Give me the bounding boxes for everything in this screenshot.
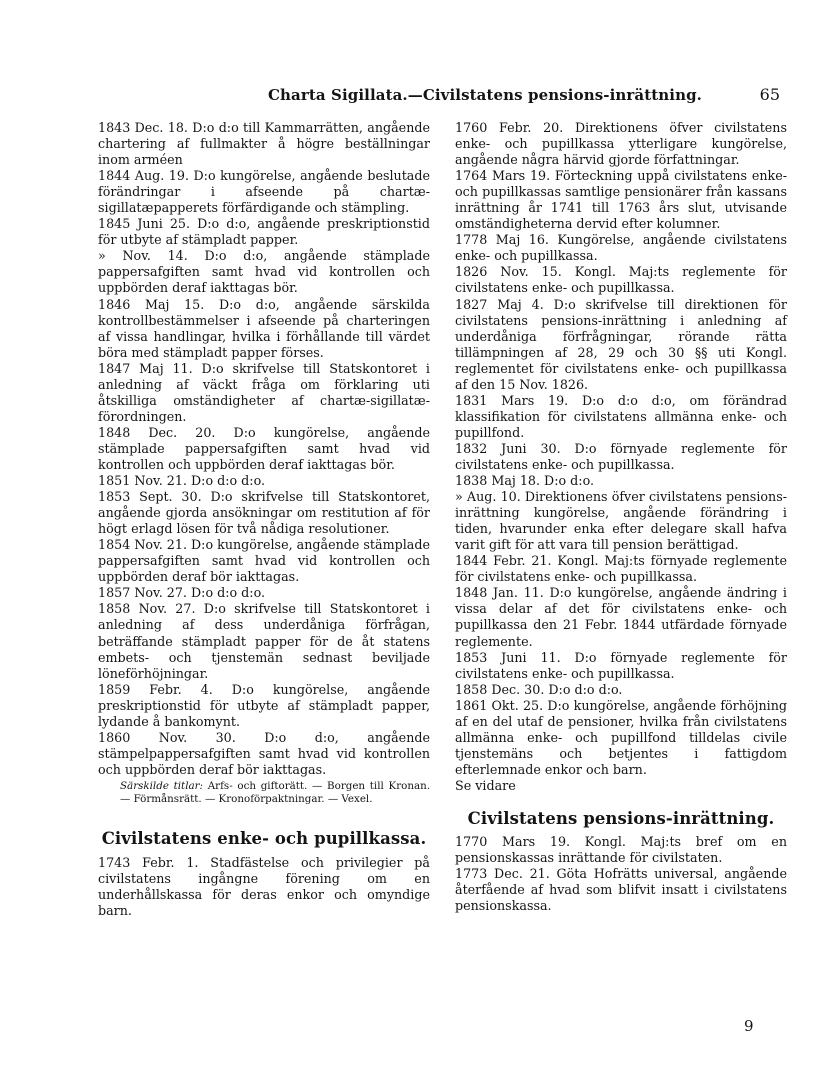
- running-header: [120, 86, 780, 112]
- note-label: Särskilde titlar:: [120, 779, 204, 792]
- entry: » Nov. 14. D:o d:o, angående stämplade pappersafgiften samt hvad vid kontrollen och uppbörden deraf iakttagas bör.: [98, 248, 430, 296]
- entry: 1844 Aug. 19. D:o kungörelse, angående beslutade förändringar i afseende på chartæ-sigillatæpapperets förfärdigande och stämpling.: [98, 168, 430, 216]
- entry: 1858 Nov. 27. D:o skrifvelse till Statskontoret i anledning af dess underdåniga förfrågan, beträffande stämpladt papper för de åt statens embets- och tjenstemän sednast beviljade löneförhöjningar.: [98, 601, 430, 681]
- note-text: Arfs- och giftorätt. — Borgen till Kronan. — Förmånsrätt. — Kronoförpaktningar. — Vexel.: [120, 779, 430, 806]
- section-heading: Civilstatens enke- och pupillkassa.: [101, 828, 427, 848]
- entry: 1832 Juni 30. D:o förnyade reglemente för civilstatens enke- och pupillkassa.: [455, 440, 787, 472]
- entry: 1851 Nov. 21. D:o d:o d:o.: [98, 473, 266, 489]
- entry: 1848 Jan. 11. D:o kungörelse, angående ändring i vissa delar af det för civilstatens enke- och pupillkassa den 21 Febr. 1844 utfärdade förnyade reglemente.: [455, 585, 787, 649]
- entry: 1778 Maj 16. Kungörelse, angående civilstatens enke- och pupillkassa.: [455, 232, 787, 264]
- see-also-note: [98, 780, 430, 807]
- entry: 1861 Okt. 25. D:o kungörelse, angående förhöjning af en del utaf de pensioner, hvilka från civilstatens allmänna enke- och pupillfond tilldelas civile tjenstemäns och betjentes i fattigdom efterlemnade enkor och barn.: [455, 697, 787, 777]
- see-also-text: Se vidare: [455, 777, 516, 793]
- entry: 1760 Febr. 20. Direktionens öfver civilstatens enke- och pupillkassa ytterligare kungörelse, angående några härvid gjorde författningar.: [455, 120, 787, 168]
- entry: 1843 Dec. 18. D:o d:o till Kammarrätten, angående chartering af fullmakter å högre beställningar inom arméen: [98, 120, 430, 168]
- entry: 1844 Febr. 21. Kongl. Maj:ts förnyade reglemente för civilstatens enke- och pupillkassa.: [455, 553, 787, 585]
- entry: 1853 Sept. 30. D:o skrifvelse till Statskontoret, angående gjorda ansökningar om restitution af för högt erlagd lösen för två nådiga resolutioner.: [98, 489, 430, 537]
- entry: 1857 Nov. 27. D:o d:o d:o.: [98, 585, 266, 601]
- entry: 1826 Nov. 15. Kongl. Maj:ts reglemente för civilstatens enke- och pupillkassa.: [455, 264, 787, 296]
- entry: 1848 Dec. 20. D:o kungörelse, angående stämplade pappersafgiften samt hvad vid kontrollen och uppbörden deraf iakttagas bör.: [98, 424, 430, 472]
- page-number: 65: [759, 85, 780, 104]
- running-title: Charta Sigillata.—Civilstatens pensions-inrättning.: [268, 86, 702, 104]
- entry: » Aug. 10. Direktionens öfver civilstatens pensions-inrättning kungörelse, angående förändring i tiden, hvarunder enka efter delegare skall hafva varit gift för att vara till pension berättigad.: [455, 489, 787, 553]
- right-column: [455, 120, 787, 914]
- entry: 1773 Dec. 21. Göta Hofrätts universal, angående återfående af hvad som blifvit insatt i civilstatens pensionskassa.: [455, 866, 787, 914]
- entry: 1838 Maj 18. D:o d:o.: [455, 473, 595, 489]
- entry: 1847 Maj 11. D:o skrifvelse till Statskontoret i anledning af väckt fråga om förklaring uti åtskilliga omständigheter af chartæ-sigillatæ-förordningen.: [98, 360, 430, 424]
- entry: 1853 Juni 11. D:o förnyade reglemente för civilstatens enke- och pupillkassa.: [455, 649, 787, 681]
- entry: 1858 Dec. 30. D:o d:o d:o.: [455, 681, 623, 697]
- section-heading: Civilstatens pensions-inrättning.: [467, 808, 775, 828]
- entry: 1854 Nov. 21. D:o kungörelse, angående stämplade pappersafgiften samt hvad vid kontrollen och uppbörden deraf bör iakttagas.: [98, 537, 430, 585]
- entry: 1831 Mars 19. D:o d:o d:o, om förändrad klassifikation för civilstatens allmänna enke- och pupillfond.: [455, 392, 787, 440]
- entry: 1770 Mars 19. Kongl. Maj:ts bref om en pensionskassas inrättande för civilstaten.: [455, 834, 787, 866]
- entry: 1845 Juni 25. D:o d:o, angående preskriptionstid för utbyte af stämpladt papper.: [98, 216, 430, 248]
- signature-mark: 9: [744, 1017, 754, 1035]
- entry: 1846 Maj 15. D:o d:o, angående särskilda kontrollbestämmelser i afseende på charteringen af vissa handlingar, hvilka i förhållande till värdet böra med stämpladt papper förses.: [98, 296, 430, 360]
- entry: 1743 Febr. 1. Stadfästelse och privilegier på civilstatens ingångne förening om en underhållskassa för deras enkor och omyndige barn.: [98, 854, 430, 919]
- entry: 1860 Nov. 30. D:o d:o, angående stämpelpappersafgiften samt hvad vid kontrollen och uppbörden deraf bör iakttagas.: [98, 729, 430, 777]
- left-column: [98, 120, 430, 919]
- entry: 1827 Maj 4. D:o skrifvelse till direktionen för civilstatens pensions-inrättning i anledning af underdåniga förfrågningar, rörande rätta tillämpningen af 28, 29 och 30 §§ uti Kongl. reglementet för civilstatens enke- och pupillkassa af den 15 Nov. 1826.: [455, 296, 787, 392]
- entry: 1859 Febr. 4. D:o kungörelse, angående preskriptionstid för utbyte af stämpladt papper, lydande å bankomynt.: [98, 681, 430, 729]
- entry: 1764 Mars 19. Förteckning uppå civilstatens enke- och pupillkassas samtlige pensionärer från kassans inrättning år 1741 till 1763 års slut, utvisande omständigheterna dervid efter kolumner.: [455, 168, 787, 232]
